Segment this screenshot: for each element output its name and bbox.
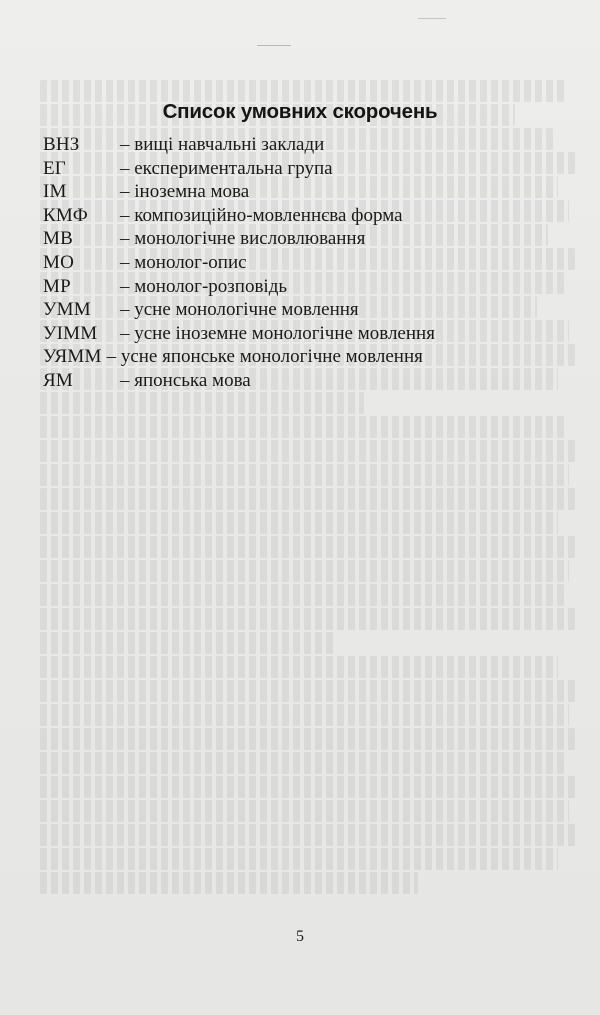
- page-number: 5: [296, 928, 304, 945]
- abbreviation-row: [43, 369, 563, 393]
- abbreviation-code: ВНЗ: [43, 134, 80, 155]
- abbreviation-code: ІМ: [43, 181, 67, 203]
- abbreviation-row: [43, 227, 563, 251]
- abbreviation-row: [43, 157, 563, 181]
- abbreviation-code: ЯМ: [43, 369, 73, 391]
- abbreviation-row: [43, 298, 563, 322]
- abbreviation-definition: – монологічне висловлювання: [120, 228, 366, 250]
- abbreviation-code: МО: [43, 251, 75, 273]
- abbreviation-definition: – експериментальна група: [120, 157, 333, 179]
- abbreviation-definition: – японська мова: [120, 369, 251, 391]
- abbreviation-row: [43, 251, 563, 275]
- abbreviation-row: [43, 275, 563, 299]
- abbreviation-code: УЯММ: [43, 346, 102, 368]
- abbreviation-code: КМФ: [43, 204, 88, 226]
- abbreviation-definition: – монолог-опис: [120, 251, 247, 273]
- abbreviation-definition: – усне японське монологічне мовлення: [106, 346, 423, 368]
- abbreviation-list: [43, 133, 563, 393]
- header-rule-mark: [257, 45, 291, 46]
- abbreviation-definition: – іноземна мова: [120, 181, 250, 203]
- abbreviation-row: [43, 180, 563, 204]
- abbreviation-code: УММ: [43, 299, 91, 321]
- abbreviation-definition: – монолог-розповідь: [120, 275, 288, 297]
- abbreviation-definition: – усне монологічне мовлення: [120, 299, 359, 321]
- abbreviation-definition: – композиційно-мовленнєва форма: [120, 204, 403, 226]
- abbreviation-row: [43, 204, 563, 228]
- abbreviation-code: ЕГ: [43, 157, 66, 179]
- abbreviation-definition: – вищі навчальні заклади: [120, 134, 325, 155]
- abbreviation-row: [43, 345, 563, 369]
- page-title: Список умовних скорочень: [162, 99, 438, 123]
- abbreviation-code: УІММ: [43, 322, 98, 344]
- abbreviation-row: [43, 133, 563, 157]
- abbreviation-row: [43, 322, 563, 346]
- abbreviation-code: МВ: [43, 228, 73, 250]
- abbreviation-definition: – усне іноземне монологічне мовлення: [120, 322, 435, 344]
- abbreviation-code: МР: [43, 275, 71, 297]
- top-rule-mark: [418, 18, 446, 19]
